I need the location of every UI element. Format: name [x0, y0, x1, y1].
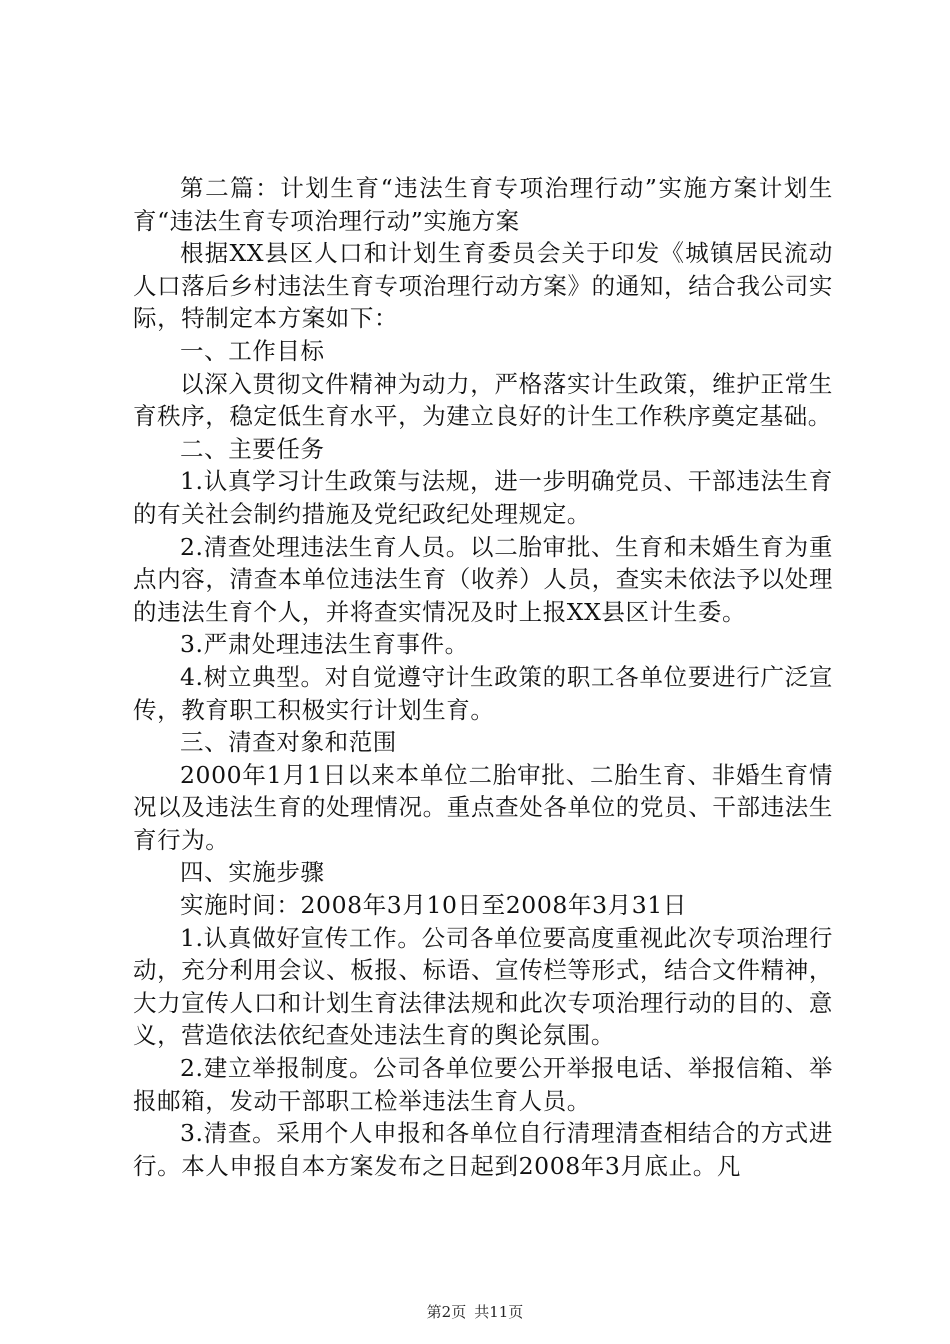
page-footer — [0, 1301, 950, 1322]
paragraph-title: 第二篇：计划生育“违法生育专项治理行动”实施方案计划生育“违法生育专项治理行动”实施方案 — [133, 174, 833, 235]
paragraph-step-2: 2.建立举报制度。公司各单位要公开举报电话、举报信箱、举报邮箱，发动干部职工检举违法生育人员。 — [133, 1054, 833, 1115]
section-heading-goals: 一、工作目标 — [180, 336, 325, 365]
paragraph-task-1: 1.认真学习计生政策与法规，进一步明确党员、干部违法生育的有关社会制约措施及党纪政纪处理规定。 — [133, 467, 833, 528]
paragraph-task-2: 2.清查处理违法生育人员。以二胎审批、生育和未婚生育为重点内容，清查本单位违法生育（收养）人员，查实未依法予以处理的违法生育个人，并将查实情况及时上报XX县区计生委。 — [133, 532, 833, 626]
section-heading-tasks: 二、主要任务 — [180, 434, 325, 463]
document-body — [133, 172, 833, 1182]
paragraph-task-4: 4.树立典型。对自觉遵守计生政策的职工各单位要进行广泛宣传，教育职工积极实行计划生育。 — [133, 662, 833, 724]
page-number: 第2页 — [426, 1303, 467, 1321]
paragraph-step-1: 1.认真做好宣传工作。公司各单位要高度重视此次专项治理行动，充分利用会议、板报、标语、宣传栏等形式，结合文件精神，大力宣传人口和计划生育法律法规和此次专项治理行动的目的、意义，营造依法依纪查处违法生育的舆论氛围。 — [133, 923, 833, 1050]
paragraph-step-3: 3.清查。采用个人申报和各单位自行清理清查相结合的方式进行。本人申报自本方案发布之日起到2008年3月底止。凡 — [133, 1119, 833, 1180]
section-heading-steps: 四、实施步骤 — [180, 858, 325, 887]
paragraph-intro: 根据XX县区人口和计划生育委员会关于印发《城镇居民流动人口落后乡村违法生育专项治理行动方案》的通知，结合我公司实际，特制定本方案如下： — [133, 239, 833, 333]
page-total: 共11页 — [474, 1303, 524, 1321]
paragraph-goals: 以深入贯彻文件精神为动力，严格落实计生政策，维护正常生育秩序，稳定低生育水平，为建立良好的计生工作秩序奠定基础。 — [133, 369, 833, 431]
paragraph-scope: 2000年1月1日以来本单位二胎审批、二胎生育、非婚生育情况以及违法生育的处理情况。重点查处各单位的党员、干部违法生育行为。 — [133, 760, 833, 854]
paragraph-task-3: 3.严肃处理违法生育事件。 — [180, 630, 469, 659]
section-heading-scope: 三、清查对象和范围 — [180, 728, 397, 757]
paragraph-schedule: 实施时间：2008年3月10日至2008年3月31日 — [180, 891, 687, 920]
